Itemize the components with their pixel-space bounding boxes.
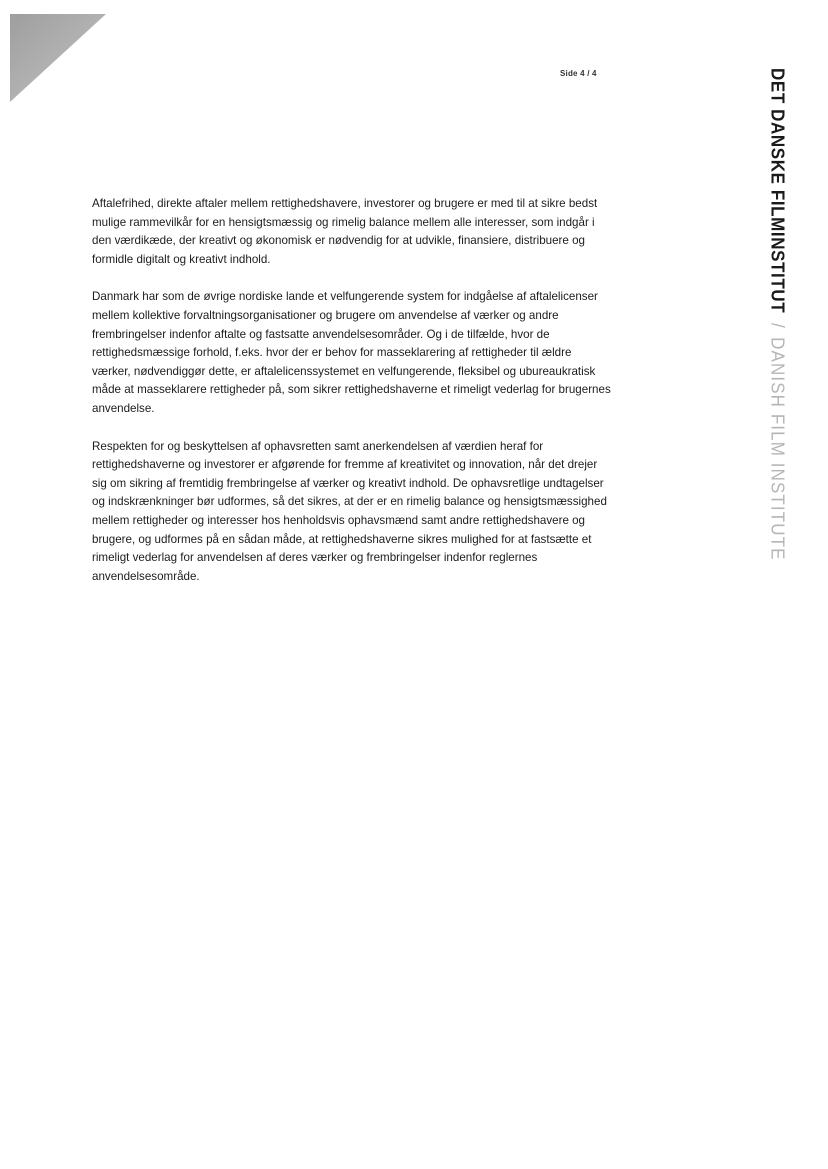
brand-english-name: DANISH FILM INSTITUTE	[767, 337, 788, 561]
institute-brand-vertical	[764, 68, 790, 561]
page-number: Side 4 / 4	[560, 69, 597, 78]
paragraph-aftalefrihed: Aftalefrihed, direkte aftaler mellem rettighedshavere, investorer og brugere er med til at sikre bedst mulige rammevilkår for en hensigtsmæssig og rimelig balance mellem alle interesser, som indgår i den værdikæde, der kreativt og økonomisk er nødvendig for at udvikle, finansiere, distribuere og formidle digitalt og kreativt indhold.	[92, 197, 598, 266]
paragraph-aftalelicenser: Danmark har som de øvrige nordiske lande et velfungerende system for indgåelse af aftalelicenser mellem kollektive forvaltningsorganisationer og brugere om anvendelse af værker og andre frembringelser indenfor aftalte og fastsatte anvendelsesområder. Og i de tilfælde, hvor de rettighedsmæssige forhold, f.eks. hvor der er behov for masseklarering af rettigheder til ældre værker, nødvendiggør dette, er aftalelicenssystemet en velfungerende, fleksibel og ubureaukratisk måde at masseklarere rettigheder på, som sikrer rettighedshaverne et rimeligt vederlag for brugernes anvendelse.	[92, 290, 611, 415]
paragraph-ophavsretten: Respekten for og beskyttelsen af ophavsretten samt anerkendelsen af værdien heraf for rettighedshaverne og investorer er afgørende for fremme af kreativitet og innovation, når det drejer sig om sikring af fremtidig frembringelse af værker og kreativt indhold. De ophavsretlige undtagelser og indskrænkninger bør udformes, så det sikres, at der er en rimelig balance og hensigtsmæssighed mellem rettigheder og interesser hos henholdsvis ophavsmænd samt andre rettighedshavere og brugere, og udformes på en sådan måde, at rettighedshaverne sikres mulighed for at fastsætte et rimeligt vederlag for anvendelsen af deres værker og frembringelser indenfor reglernes anvendelsesområde.	[92, 439, 607, 583]
brand-separator: /	[767, 322, 788, 328]
document-body	[92, 195, 612, 605]
brand-danish-name: DET DANSKE FILMINSTITUT	[767, 68, 788, 314]
corner-triangle-mark	[10, 14, 106, 102]
